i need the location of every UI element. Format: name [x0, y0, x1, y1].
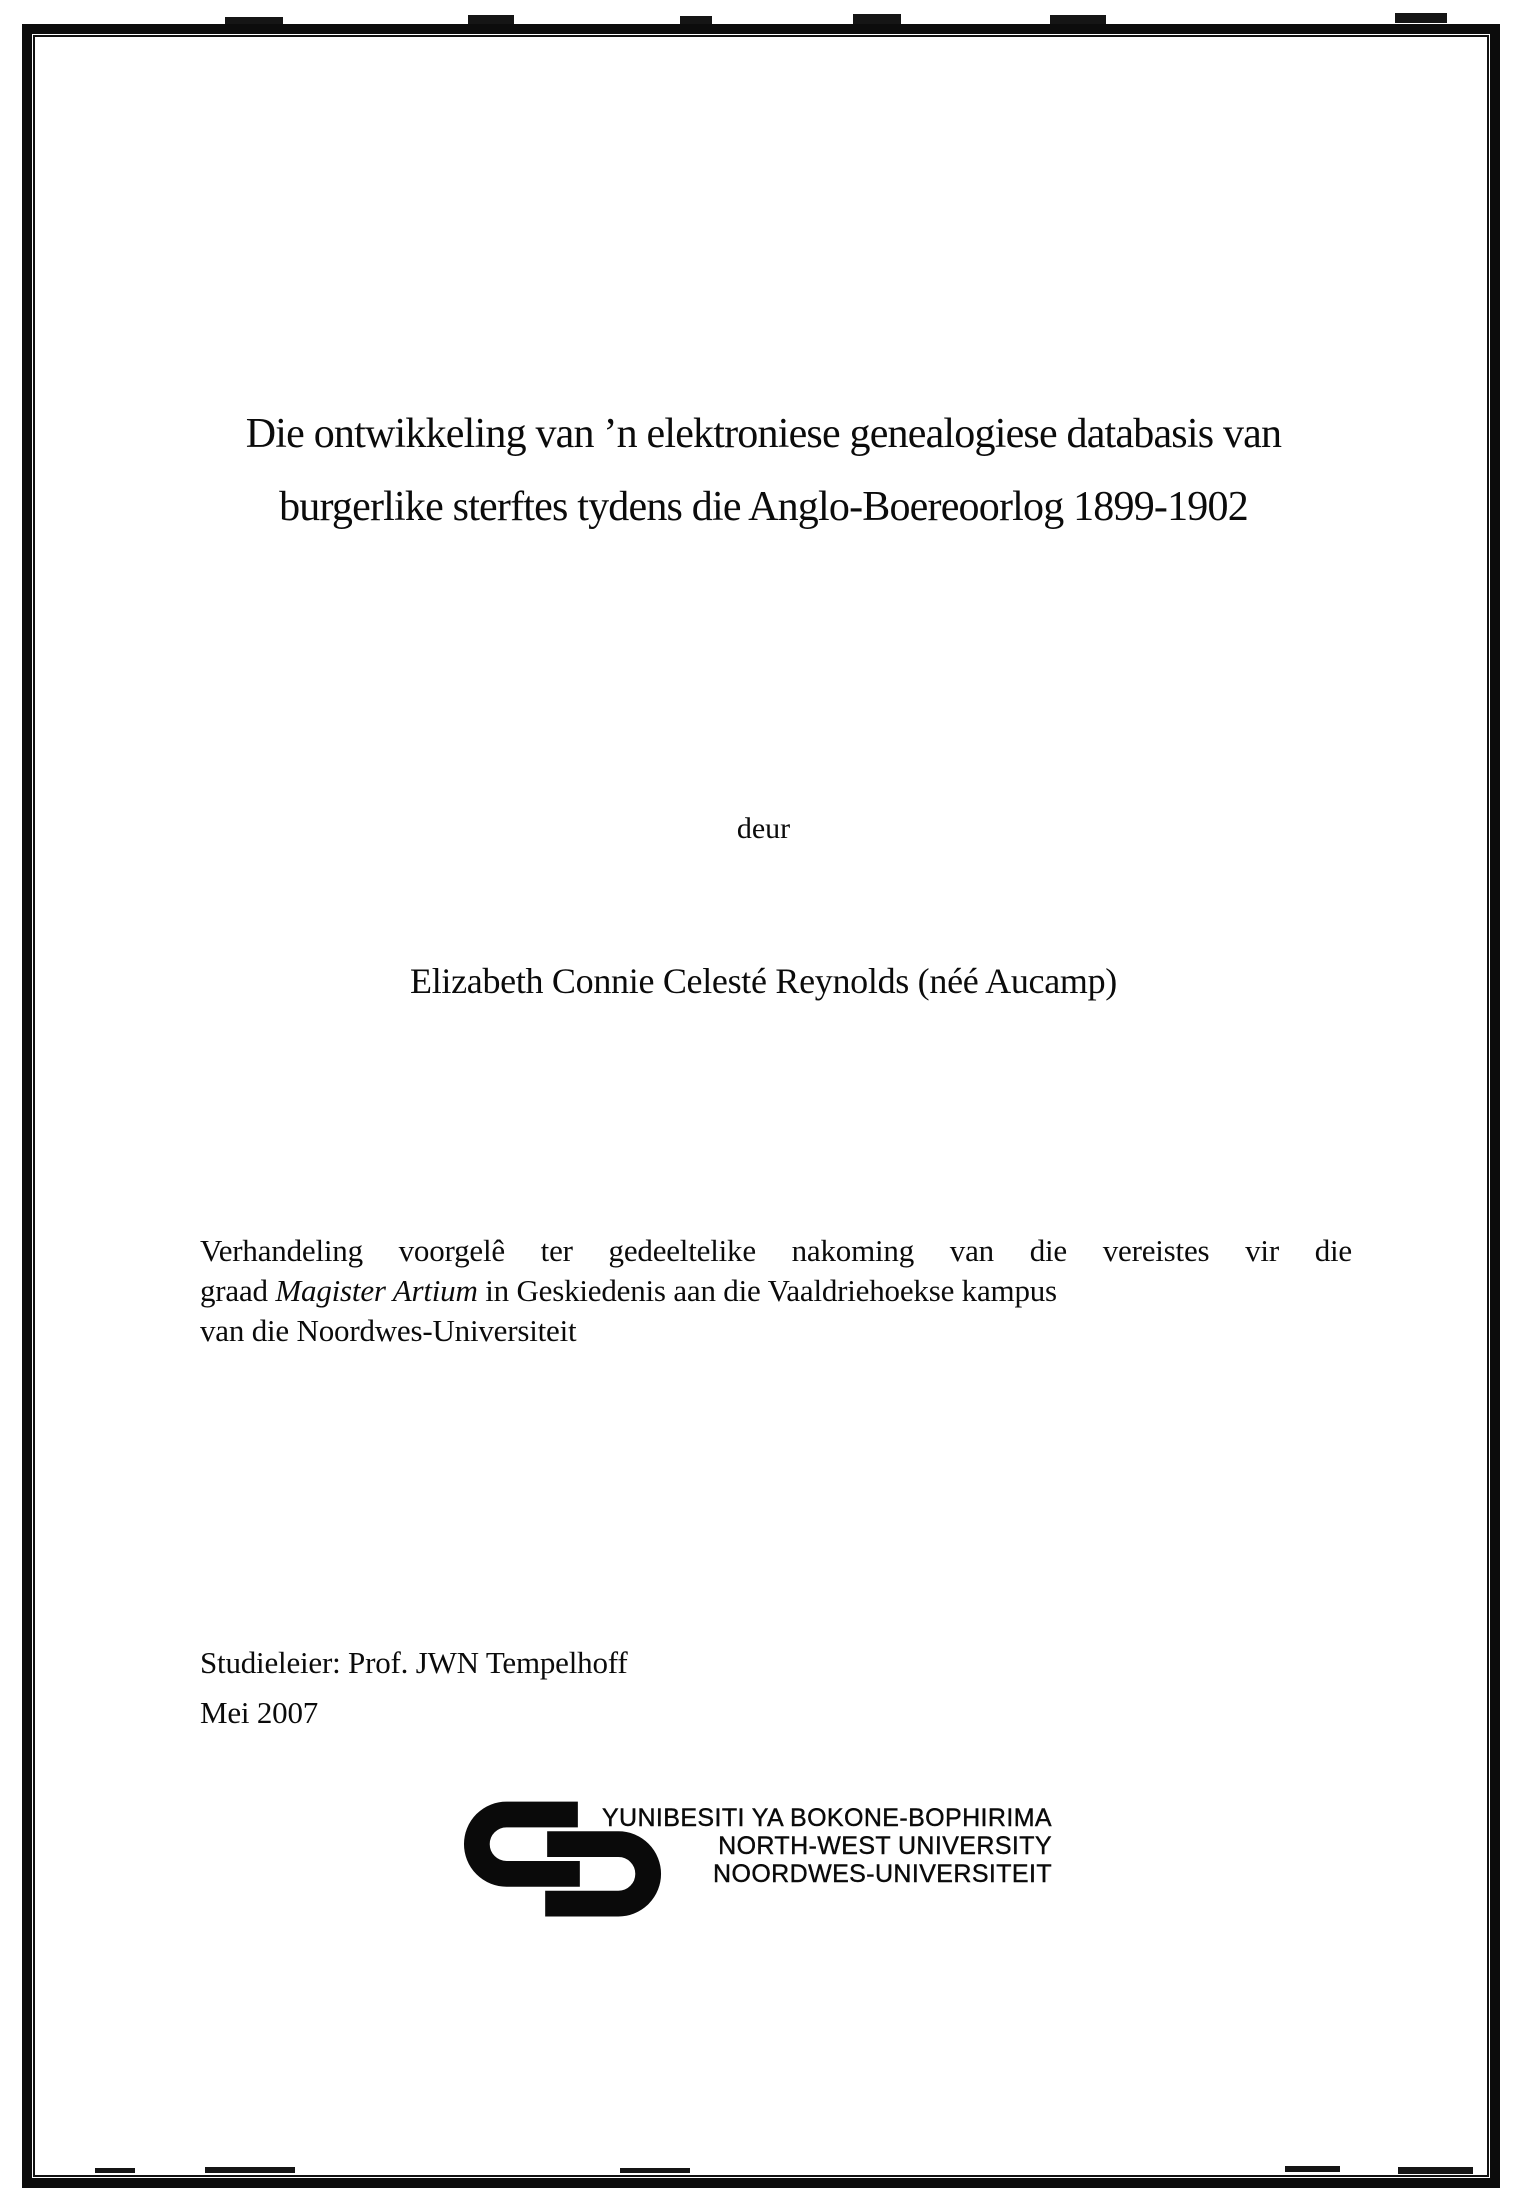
scan-artifact: [680, 16, 712, 24]
thesis-statement-line3: van die Noordwes-Universiteit: [200, 1313, 577, 1348]
statement-line2-degree-italic: Magister Artium: [275, 1273, 478, 1308]
scan-artifact: [1050, 15, 1106, 24]
scan-artifact: [853, 14, 901, 24]
supervisor-block: [200, 1638, 627, 1738]
scan-artifact: [468, 15, 514, 24]
university-logo: [462, 1798, 1062, 1933]
logo-text-afrikaans: NOORDWES-UNIVERSITEIT: [713, 1860, 1052, 1888]
date-line: Mei 2007: [200, 1695, 319, 1730]
supervisor-line: Studieleier: Prof. JWN Tempelhoff: [200, 1645, 628, 1680]
university-logo-text: [592, 1804, 1052, 1888]
statement-line2-post: in Geskiedenis aan die Vaaldriehoekse kampus: [477, 1273, 1057, 1308]
logo-text-english: NORTH-WEST UNIVERSITY: [718, 1832, 1052, 1860]
logo-text-setswana: YUNIBESITI YA BOKONE-BOPHIRIMA: [601, 1804, 1052, 1832]
statement-line2-pre: graad: [200, 1273, 276, 1308]
byline-preposition: deur: [736, 812, 791, 845]
author-name: Elizabeth Connie Celesté Reynolds (néé Aucamp): [410, 961, 1117, 1001]
scan-artifact: [1395, 13, 1447, 23]
thesis-statement-line1: Verhandeling voorgelê ter gedeeltelike nakoming van die vereistes vir die: [200, 1233, 1352, 1268]
thesis-title: [110, 398, 1417, 544]
thesis-statement: [200, 1231, 1352, 1351]
thesis-title-line2: burgerlike sterftes tydens die Anglo-Boereoorlog 1899-1902: [279, 484, 1248, 530]
thesis-title-line1: Die ontwikkeling van ’n elektroniese genealogiese databasis van: [245, 411, 1282, 457]
thesis-statement-line2: [200, 1271, 1352, 1311]
